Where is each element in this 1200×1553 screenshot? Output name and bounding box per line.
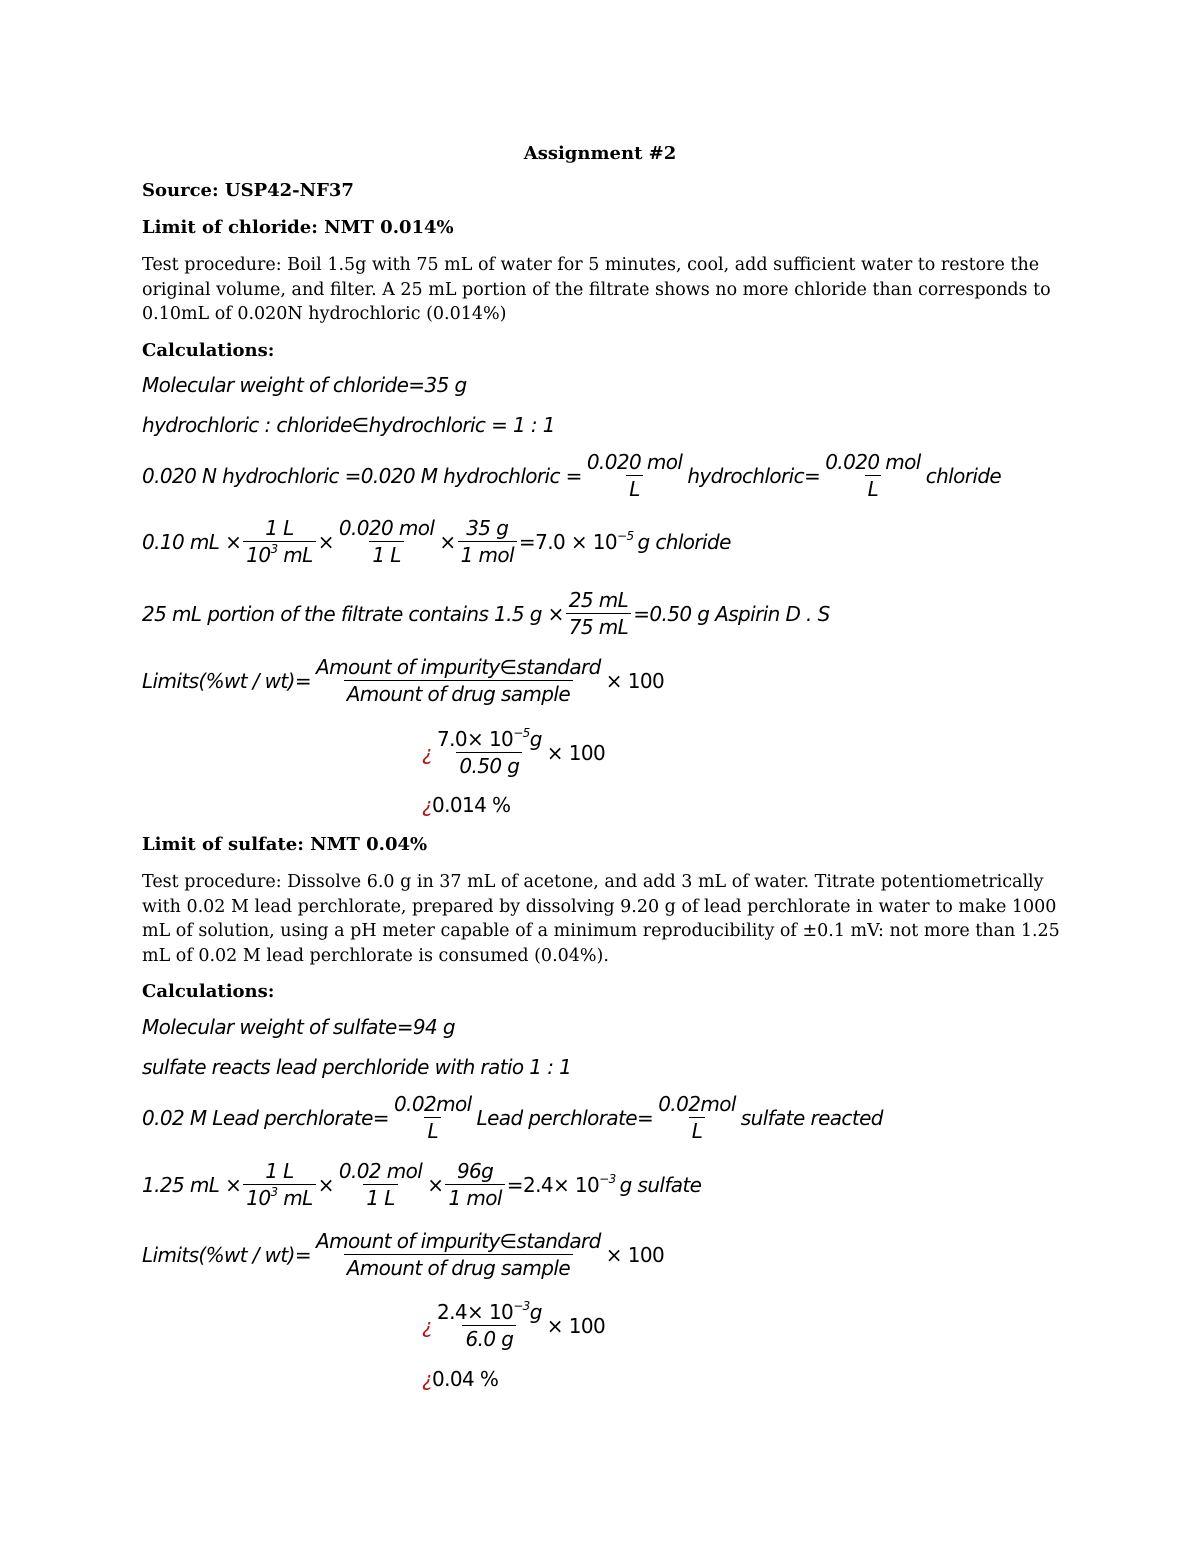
result: [519, 530, 634, 554]
chloride-calc-heading: Calculations:: [142, 340, 275, 361]
num-base: 2.4× 10: [437, 1300, 514, 1324]
fraction: [313, 655, 604, 706]
den-exponent: 3: [270, 542, 278, 556]
fraction: [822, 450, 924, 501]
numerator: 0.020 mol: [338, 516, 435, 540]
chloride-procedure: Test procedure: Boil 1.5g with 75 mL of water for 5 minutes, cool, add sufficient water to restore the original volume, and filter. A 25 mL portion of the filtrate shows no more chloride than corresponds to 0.10mL of 0.020N hydrochloric (0.014%): [142, 255, 1051, 324]
equals-glyph-icon: ¿: [422, 1367, 433, 1391]
den-unit: mL: [277, 1186, 313, 1210]
numerator: 96g: [456, 1159, 494, 1183]
page-title: Assignment #2: [523, 143, 677, 164]
eq-text: Limits(%wt / wt)=: [142, 668, 312, 693]
times-sign: ×: [427, 1172, 444, 1197]
denominator: [243, 1184, 315, 1210]
denominator: 1 mol: [445, 1184, 504, 1210]
numerator: 0.020 mol: [825, 450, 921, 474]
den-base: 10: [246, 1186, 271, 1210]
eq-text: g chloride: [637, 529, 731, 554]
sulfate-eq-limits: [142, 1229, 664, 1280]
denominator: 1 L: [363, 1184, 397, 1210]
eq-text: × 100: [546, 740, 606, 765]
result-value: 0.04 %: [432, 1367, 499, 1391]
fraction: [445, 1159, 504, 1210]
eq-text: Lead perchlorate=: [476, 1105, 654, 1130]
chloride-heading: Limit of chloride: NMT 0.014%: [142, 217, 454, 238]
numerator: 0.02 mol: [338, 1159, 423, 1183]
den-unit: mL: [277, 543, 313, 567]
num-exponent: −5: [513, 726, 530, 740]
sulfate-eq-result: [422, 1367, 498, 1391]
equals-glyph-icon: ¿: [422, 1313, 433, 1338]
den-exponent: 3: [270, 1185, 278, 1199]
fraction: [336, 516, 438, 567]
eq-text: =0.50 g Aspirin D . S: [633, 601, 830, 626]
sulfate-procedure: Test procedure: Dissolve 6.0 g in 37 mL of acetone, and add 3 mL of water. Titrate potentiometrically with 0.02 M lead perchlorate, prepared by dissolving 9.20 g of lead perchlorate in water to make 1000 mL of solution, using a pH meter capable of a minimum reproducibility of ±0.1 mV: not more than 1.25 mL of 0.02 M lead perchlorate is consumed (0.04%).: [142, 872, 1060, 966]
numerator: 0.020 mol: [586, 450, 683, 474]
fraction: [434, 1300, 545, 1351]
chloride-eq-portion: [142, 588, 830, 639]
eq-text: Limits(%wt / wt)=: [142, 1242, 312, 1267]
denominator: 0.50 g: [456, 752, 522, 778]
numerator: [434, 727, 545, 752]
num-unit: g: [529, 1300, 542, 1324]
denominator: L: [865, 475, 882, 501]
fraction: [336, 1159, 425, 1210]
denominator: L: [689, 1117, 706, 1143]
fraction: [313, 1229, 604, 1280]
times-sign: ×: [317, 1172, 334, 1197]
numerator: Amount of impurity∈standard: [316, 655, 601, 679]
result: [507, 1173, 616, 1197]
eq-text: × 100: [605, 668, 665, 693]
eq-text: g sulfate: [619, 1172, 702, 1197]
chloride-eq-molecular-weight: Molecular weight of chloride=35 g: [142, 373, 467, 397]
eq-text: sulfate reacted: [740, 1105, 883, 1130]
result-exponent: −3: [599, 1171, 616, 1186]
eq-text: 0.020 N hydrochloric =0.020 M hydrochloric =: [142, 463, 582, 488]
fraction: [584, 450, 686, 501]
fraction: [243, 1159, 315, 1210]
sulfate-eq-mass: [142, 1159, 701, 1210]
numerator: [434, 1300, 545, 1325]
sulfate-eq-substitution: [422, 1300, 605, 1351]
numerator: 35 g: [466, 516, 509, 540]
chloride-eq-ratio: hydrochloric : chloride∈hydrochloric = 1 : 1: [142, 413, 555, 437]
denominator: 6.0 g: [462, 1325, 516, 1351]
numerator: 0.02mol: [658, 1092, 736, 1116]
equals-glyph-icon: ¿: [422, 793, 433, 817]
sulfate-eq-molarity: [142, 1092, 883, 1143]
fraction: [391, 1092, 475, 1143]
eq-text: hydrochloric=: [687, 463, 821, 488]
denominator: Amount of drug sample: [344, 1254, 573, 1280]
numerator: 25 mL: [568, 588, 629, 612]
denominator: 75 mL: [566, 613, 631, 639]
num-base: 7.0× 10: [437, 727, 514, 751]
denominator: Amount of drug sample: [344, 680, 573, 706]
chloride-eq-substitution: [422, 727, 605, 778]
eq-text: 0.10 mL ×: [142, 529, 242, 554]
denominator: L: [626, 475, 643, 501]
denominator: 1 L: [369, 541, 403, 567]
result-value: =2.4× 10: [506, 1172, 600, 1197]
eq-text: 25 mL portion of the filtrate contains 1.5 g ×: [142, 601, 564, 626]
denominator: [243, 541, 315, 567]
fraction: [243, 516, 315, 567]
fraction: [434, 727, 545, 778]
num-unit: g: [529, 727, 542, 751]
num-exponent: −3: [513, 1299, 530, 1313]
equals-glyph-icon: ¿: [422, 740, 433, 765]
chloride-eq-mass: [142, 516, 731, 567]
fraction: [458, 516, 517, 567]
sulfate-heading: Limit of sulfate: NMT 0.04%: [142, 834, 428, 855]
eq-text: × 100: [605, 1242, 665, 1267]
numerator: 1 L: [265, 1159, 294, 1183]
fraction: [566, 588, 631, 639]
eq-text: 1.25 mL ×: [142, 1172, 242, 1197]
numerator: Amount of impurity∈standard: [316, 1229, 601, 1253]
result-value: 0.014 %: [432, 793, 511, 817]
chloride-eq-result: [422, 793, 510, 817]
numerator: 0.02mol: [393, 1092, 472, 1116]
sulfate-calc-heading: Calculations:: [142, 981, 275, 1002]
chloride-eq-normality: [142, 450, 1001, 501]
eq-text: × 100: [546, 1313, 606, 1338]
result-value: =7.0 × 10: [518, 529, 618, 554]
chloride-eq-limits: [142, 655, 664, 706]
eq-text: 0.02 M Lead perchlorate=: [142, 1105, 389, 1130]
sulfate-eq-molecular-weight: Molecular weight of sulfate=94 g: [142, 1015, 455, 1039]
sulfate-eq-ratio: sulfate reacts lead perchloride with ratio 1 : 1: [142, 1055, 572, 1079]
numerator: 1 L: [265, 516, 294, 540]
times-sign: ×: [439, 529, 456, 554]
den-base: 10: [246, 543, 271, 567]
denominator: L: [424, 1117, 441, 1143]
times-sign: ×: [317, 529, 334, 554]
eq-text: chloride: [925, 463, 1002, 488]
fraction: [655, 1092, 739, 1143]
denominator: 1 mol: [458, 541, 517, 567]
result-exponent: −5: [617, 528, 634, 543]
source-line: Source: USP42-NF37: [142, 180, 354, 201]
